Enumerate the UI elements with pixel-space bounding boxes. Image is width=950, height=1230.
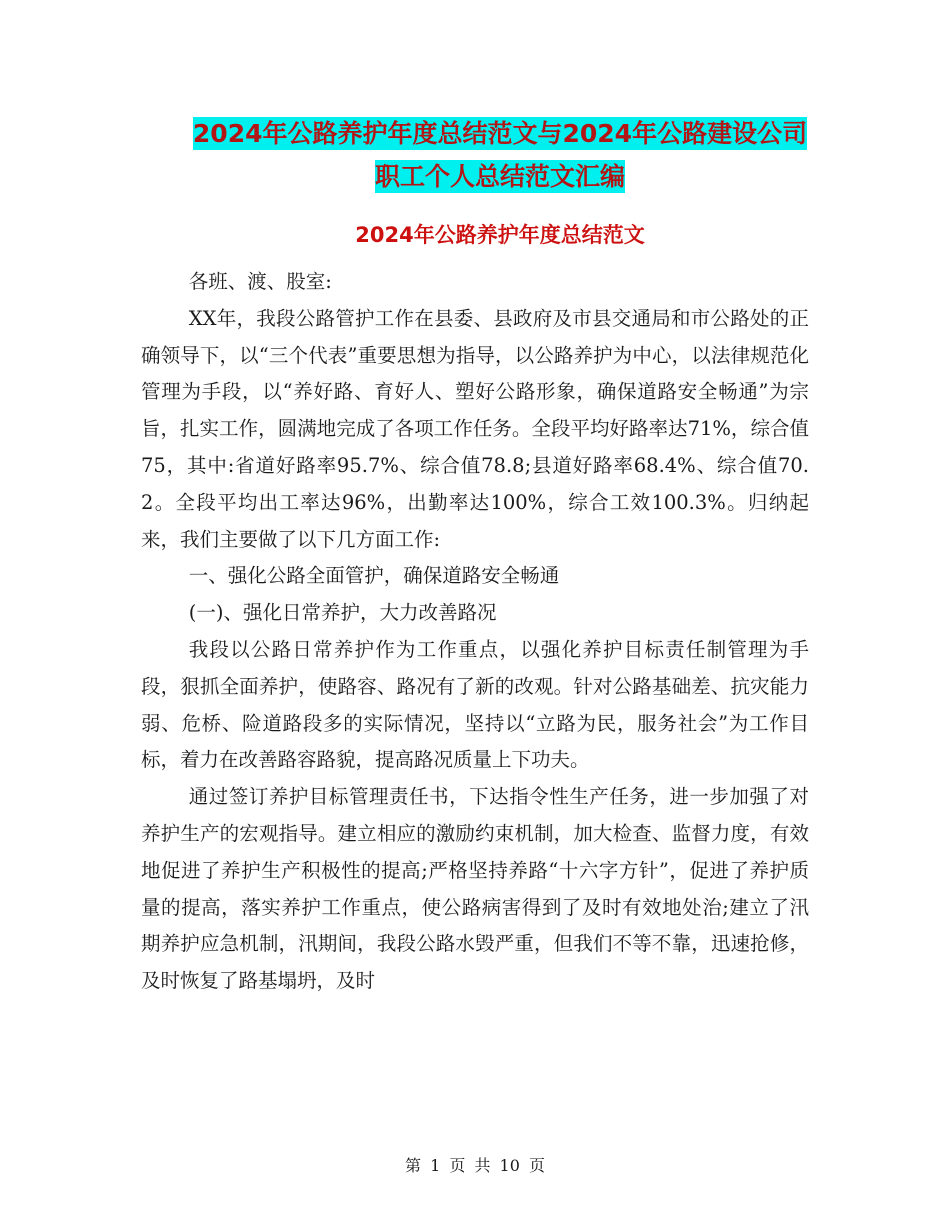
paragraph-responsibility: 通过签订养护目标管理责任书，下达指令性生产任务，进一步加强了对养护生产的宏观指导。建立相应的激励约束机制，加大检查、监督力度，有效地促进了养护生产积极性的提高;严格坚持养路“十六字方针”，促进了养护质量的提高，落实养护工作重点，使公路病害得到了及时有效地处治;建立了汛期养护应急机制，汛期间，我段公路水毁严重，但我们不等不靠，迅速抢修，及时恢复了路基塌坍，及时 <box>141 785 809 993</box>
heading-part-one: 一、强化公路全面管护，确保道路安全畅通 <box>188 564 560 588</box>
document-title <box>140 112 860 198</box>
heading-subsection-one: (一)、强化日常养护，大力改善路况 <box>188 601 497 625</box>
document-title-line-1: 2024年公路养护年度总结范文与2024年公路建设公司 <box>192 119 808 148</box>
document-body <box>141 264 809 1000</box>
paragraph-daily-maintenance: 我段以公路日常养护作为工作重点，以强化养护目标责任制管理为手段，狠抓全面养护，使路容、路况有了新的改观。针对公路基础差、抗灾能力弱、危桥、险道路段多的实际情况，坚持以“立路为民，服务社会”为工作目标，着力在改善路容路貌，提高路况质量上下功夫。 <box>141 637 809 772</box>
paragraph-salutation: 各班、渡、股室: <box>188 270 332 293</box>
section-title: 2024年公路养护年度总结范文 <box>355 223 645 247</box>
page-number-footer: 第 1 页 共 10 页 <box>405 1156 545 1175</box>
document-title-line-2: 职工个人总结范文汇编 <box>374 162 625 191</box>
paragraph-intro: XX年，我段公路管护工作在县委、县政府及市县交通局和市公路处的正确领导下，以“三个代表”重要思想为指导，以公路养护为中心，以法律规范化管理为手段，以“养好路、育好人、塑好公路形象，确保道路安全畅通”为宗旨，扎实工作，圆满地完成了各项工作任务。全段平均好路率达71%，综合值75，其中:省道好路率95.7%、综合值78.8;县道好路率68.4%、综合值70.2。全段平均出工率达96%，出勤率达100%，综合工效100.3%。归纳起来，我们主要做了以下几方面工作: <box>141 306 809 551</box>
